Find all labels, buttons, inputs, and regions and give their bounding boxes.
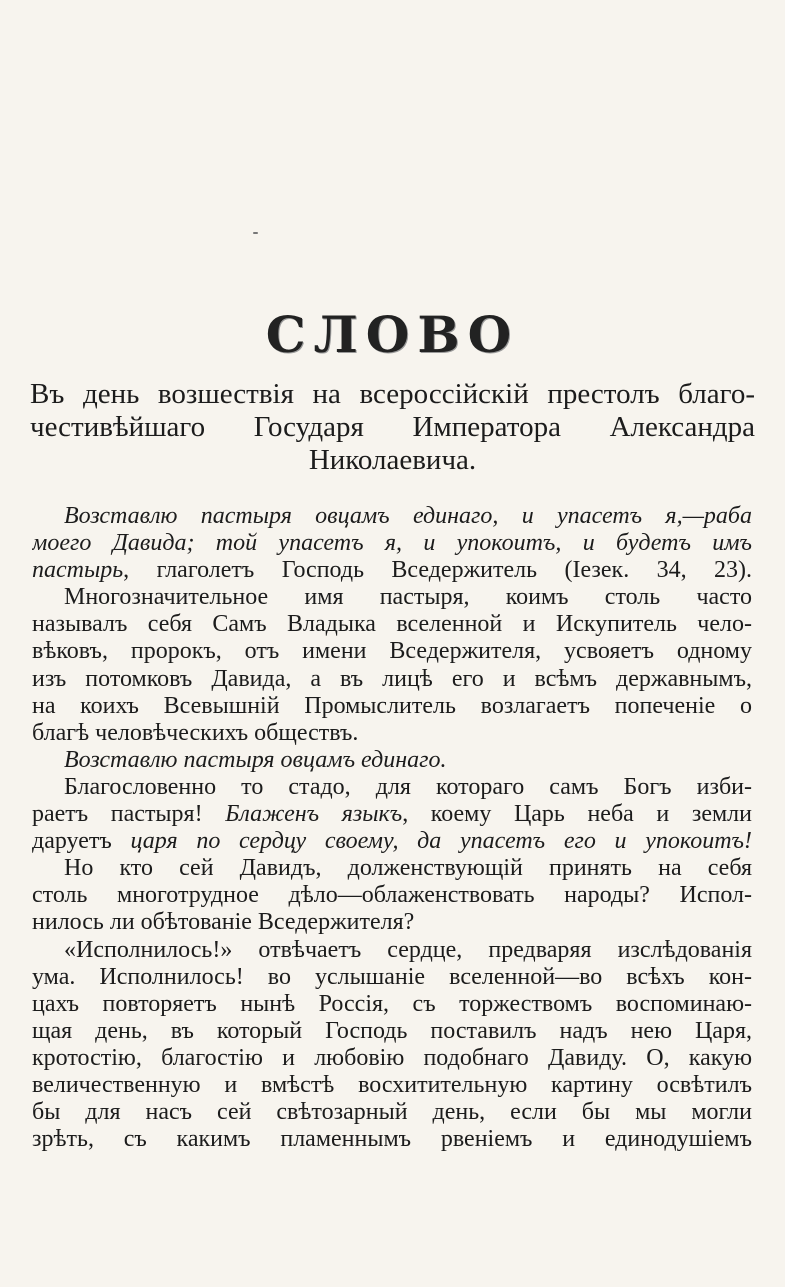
body-text xyxy=(32,503,752,1153)
italic-run: пастырь xyxy=(32,557,124,584)
text-run: «Исполнилось!» отвѣчаетъ сердце, предваряя изслѣдованія xyxy=(64,936,752,963)
text-line xyxy=(32,693,752,720)
text-line xyxy=(32,964,752,991)
text-run: цахъ повторяетъ нынѣ Россія, съ торжествомъ воспоминаю- xyxy=(32,990,752,1017)
text-run: Благословенно то стадо, для котораго самъ Богъ изби- xyxy=(64,773,752,800)
text-line xyxy=(32,937,752,964)
text-line xyxy=(32,557,752,584)
italic-run: моего Давида; той упасетъ я, и упокоитъ, и будетъ имъ xyxy=(32,530,752,557)
text-line xyxy=(32,747,752,774)
text-line xyxy=(32,882,752,909)
text-run: на коихъ Всевышній Промыслитель возлагаетъ попеченіе о xyxy=(32,692,752,719)
text-line xyxy=(32,638,752,665)
text-run: Многозначительное имя пастыря, коимъ столь часто xyxy=(64,584,752,611)
text-line xyxy=(32,1018,752,1045)
text-line xyxy=(32,855,752,882)
text-run: , коему Царь неба и земли xyxy=(402,801,752,828)
text-run: даруетъ xyxy=(32,828,131,855)
italic-run: Возставлю пастыря овцамъ единаго. xyxy=(64,746,447,773)
text-run: , глаголетъ Господь Вседержитель (Іезек. 34, 23). xyxy=(123,557,752,584)
text-run: величественную и вмѣстѣ восхитительную картину освѣтилъ xyxy=(32,1071,752,1098)
text-run: Но кто сей Давидъ, долженствующій принять на себя xyxy=(64,855,752,882)
text-line xyxy=(32,584,752,611)
sermon-heading xyxy=(30,378,755,477)
text-run: благѣ человѣческихъ обществъ. xyxy=(32,719,359,746)
text-line xyxy=(32,611,752,638)
heading-line: Николаевича. xyxy=(308,444,477,476)
text-line xyxy=(32,720,752,747)
text-line xyxy=(32,801,752,828)
italic-run: Возставлю пастыря овцамъ единаго, и упасетъ я,—раба xyxy=(64,503,752,529)
text-run: бы для насъ сей свѣтозарный день, если бы мы могли xyxy=(32,1099,752,1126)
text-run: нилось ли обѣтованіе Вседержителя? xyxy=(32,909,415,936)
text-run: называлъ себя Самъ Владыка вселенной и Искупитель чело- xyxy=(32,611,752,638)
text-line xyxy=(32,1126,752,1153)
text-run: раетъ пастыря! xyxy=(32,801,226,828)
heading-line: честивѣйшаго Государя Императора Александра xyxy=(30,411,755,443)
text-run: зрѣть, съ какимъ пламеннымъ рвеніемъ и единодушіемъ xyxy=(32,1126,752,1153)
text-line xyxy=(32,666,752,693)
italic-run: царя по сердцу своему, да упасетъ его и упокоитъ! xyxy=(130,828,752,855)
text-line xyxy=(32,530,752,557)
text-line xyxy=(32,1045,752,1072)
heading-line: Въ день возшествія на всероссійскій престолъ благо- xyxy=(30,378,755,410)
ink-speck xyxy=(253,232,258,234)
text-run: ума. Исполнилось! во услышаніе вселенной—во всѣхъ кон- xyxy=(32,963,752,990)
text-line xyxy=(32,991,752,1018)
text-line xyxy=(32,1072,752,1099)
text-run: столь многотрудное дѣло—облаженствовать народы? Испол- xyxy=(32,882,752,909)
text-line xyxy=(32,503,752,530)
text-line xyxy=(32,1099,752,1126)
text-run: кротостію, благостію и любовію подобнаго Давиду. О, какую xyxy=(32,1044,752,1071)
text-line xyxy=(32,828,752,855)
text-run: изъ потомковъ Давида, а въ лицѣ его и всѣмъ державнымъ, xyxy=(32,665,752,692)
text-run: вѣковъ, пророкъ, отъ имени Вседержителя, усвояетъ одному xyxy=(32,638,752,665)
italic-run: Блаженъ языкъ xyxy=(225,801,403,828)
text-line xyxy=(32,909,752,936)
text-run: щая день, въ который Господь поставилъ надъ нею Царя, xyxy=(32,1017,752,1044)
page-title: СЛОВО xyxy=(265,305,520,364)
text-line xyxy=(32,774,752,801)
